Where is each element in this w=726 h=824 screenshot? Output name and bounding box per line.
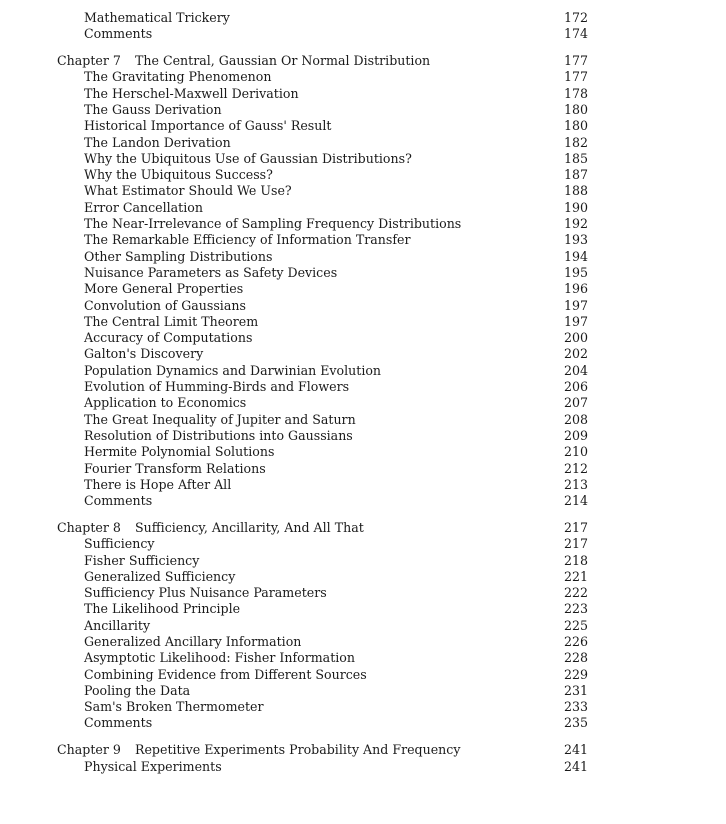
- toc-section-entry: [57, 346, 588, 362]
- toc-chapter-entry: [57, 742, 588, 758]
- toc-section-entry-title: The Great Inequality of Jupiter and Saturn: [84, 411, 356, 427]
- toc-section-entry: [57, 569, 588, 585]
- toc-section-entry: [57, 428, 588, 444]
- toc-section-entry-title: Sufficiency: [84, 536, 155, 552]
- page-number: 210: [563, 444, 588, 460]
- page-number: 202: [563, 346, 588, 362]
- page-number: 231: [563, 682, 588, 698]
- page-number: 180: [563, 101, 588, 117]
- page-number: 217: [563, 536, 588, 552]
- toc-section-entry-title: Population Dynamics and Darwinian Evolution: [84, 362, 382, 378]
- toc-section-entry-title: More General Properties: [84, 281, 244, 297]
- toc-section-entry-title: Comments: [84, 26, 153, 42]
- toc-section-entry: [57, 618, 588, 634]
- page-number: 185: [563, 150, 588, 166]
- page-number: 213: [563, 476, 588, 492]
- page-number: 192: [563, 216, 588, 232]
- page-number: 172: [563, 10, 588, 25]
- toc-section-entry: [57, 699, 588, 715]
- page-number: 188: [563, 183, 588, 199]
- page-number: 222: [563, 585, 588, 601]
- toc-section-entry: [57, 379, 588, 395]
- toc-section-entry-title: Evolution of Humming-Birds and Flowers: [84, 379, 350, 395]
- toc-section-entry-title: Why the Ubiquitous Use of Gaussian Distributions?: [84, 150, 412, 166]
- page-number: 182: [563, 134, 588, 150]
- toc-section-entry-title: Mathematical Trickery: [84, 10, 230, 25]
- page-number: 197: [563, 297, 588, 313]
- toc-chapter-entry: [57, 520, 588, 536]
- toc-section-entry: [57, 493, 588, 509]
- page-number: 178: [563, 85, 588, 101]
- toc-section-entry-title: What Estimator Should We Use?: [84, 183, 292, 199]
- toc-section-entry-title: Accuracy of Computations: [84, 330, 253, 346]
- toc-section-entry-title: Fourier Transform Relations: [84, 460, 266, 476]
- toc-section-entry: [57, 183, 588, 199]
- toc-section-entry-title: Galton's Discovery: [84, 346, 204, 362]
- toc-section-entry: [57, 461, 588, 477]
- toc-section-entry-title: Hermite Polynomial Solutions: [84, 444, 275, 460]
- toc-section-entry-title: The Landon Derivation: [84, 134, 231, 150]
- page-number: 223: [563, 601, 588, 617]
- chapter-title-text: Sufficiency, Ancillarity, And All That: [135, 519, 364, 535]
- toc-section-entry: [57, 444, 588, 460]
- toc-section-entry-title: Comments: [84, 493, 153, 509]
- toc-section-entry: [57, 363, 588, 379]
- toc-section-entry-title: The Near-Irrelevance of Sampling Frequency Distributions: [84, 216, 462, 232]
- toc-section-entry-title: Historical Importance of Gauss' Result: [84, 118, 332, 134]
- page-number: 180: [563, 118, 588, 134]
- toc-section-entry-title: Fisher Sufficiency: [84, 552, 200, 568]
- toc-section-entry-title: Comments: [84, 715, 153, 731]
- toc-section-entry-title: Generalized Ancillary Information: [84, 633, 302, 649]
- toc-section-entry-title: The Remarkable Efficiency of Information Transfer: [84, 232, 411, 248]
- toc-section-entry: [57, 759, 588, 775]
- table-of-contents: [57, 10, 588, 775]
- toc-section-entry: [57, 135, 588, 151]
- toc-section-entry-title: Convolution of Gaussians: [84, 297, 246, 313]
- toc-section-entry: [57, 715, 588, 731]
- page-number: 207: [563, 395, 588, 411]
- toc-section-entry-title: Error Cancellation: [84, 199, 203, 215]
- toc-section-entry: [57, 585, 588, 601]
- page-number: 217: [563, 519, 588, 535]
- page-number: 196: [563, 281, 588, 297]
- toc-section-entry-title: Combining Evidence from Different Sources: [84, 666, 367, 682]
- toc-section-entry-title: The Herschel-Maxwell Derivation: [84, 85, 299, 101]
- toc-section-entry-title: Other Sampling Distributions: [84, 248, 273, 264]
- page-number: 209: [563, 427, 588, 443]
- toc-section-entry: [57, 536, 588, 552]
- page-number: 228: [563, 650, 588, 666]
- toc-section-entry: [57, 10, 588, 26]
- page-number: 241: [563, 742, 588, 758]
- page-number: 221: [563, 568, 588, 584]
- toc-section-entry: [57, 395, 588, 411]
- toc-section-entry: [57, 26, 588, 42]
- toc-section-entry: [57, 249, 588, 265]
- page-number: 241: [563, 758, 588, 774]
- toc-section-entry: [57, 477, 588, 493]
- chapter-label: Chapter 8: [57, 519, 121, 535]
- toc-section-entry-title: Sam's Broken Thermometer: [84, 699, 264, 715]
- chapter-label: Chapter 9: [57, 742, 121, 758]
- toc-chapter-entry-title: [57, 742, 460, 758]
- page-number: 177: [563, 53, 588, 69]
- chapter-label: Chapter 7: [57, 53, 121, 69]
- toc-section-entry: [57, 265, 588, 281]
- chapter-title-text: Repetitive Experiments Probability And Frequency: [135, 742, 461, 758]
- page-number: 194: [563, 248, 588, 264]
- toc-section-entry: [57, 330, 588, 346]
- toc-section-entry: [57, 102, 588, 118]
- toc-section-entry: [57, 216, 588, 232]
- page-number: 197: [563, 313, 588, 329]
- toc-section-entry: [57, 118, 588, 134]
- toc-section-entry: [57, 412, 588, 428]
- toc-section-entry-title: Sufficiency Plus Nuisance Parameters: [84, 585, 327, 601]
- toc-section-entry: [57, 553, 588, 569]
- toc-section-entry: [57, 667, 588, 683]
- toc-section-entry: [57, 167, 588, 183]
- page-number: 226: [563, 633, 588, 649]
- toc-section-entry-title: The Central Limit Theorem: [84, 313, 259, 329]
- toc-section-entry: [57, 232, 588, 248]
- toc-section-entry-title: Ancillarity: [84, 617, 151, 633]
- toc-section-entry: [57, 601, 588, 617]
- toc-section-entry: [57, 314, 588, 330]
- toc-section-entry-title: Resolution of Distributions into Gaussians: [84, 427, 353, 443]
- toc-section-entry: [57, 69, 588, 85]
- toc-section-entry-title: Asymptotic Likelihood: Fisher Information: [84, 650, 355, 666]
- toc-section-entry: [57, 683, 588, 699]
- toc-section-entry-title: Why the Ubiquitous Success?: [84, 167, 273, 183]
- toc-section-entry-title: The Likelihood Principle: [84, 601, 241, 617]
- page-number: 218: [563, 552, 588, 568]
- toc-section-entry: [57, 86, 588, 102]
- page-number: 193: [563, 232, 588, 248]
- chapter-title-text: The Central, Gaussian Or Normal Distribution: [135, 53, 431, 69]
- toc-section-entry-title: The Gauss Derivation: [84, 101, 222, 117]
- toc-section-entry: [57, 281, 588, 297]
- toc-section-entry: [57, 298, 588, 314]
- page-number: 233: [563, 699, 588, 715]
- toc-section-entry-title: The Gravitating Phenomenon: [84, 69, 272, 85]
- page-number: 225: [563, 617, 588, 633]
- page-number: 200: [563, 330, 588, 346]
- page-number: 229: [563, 666, 588, 682]
- toc-chapter-entry-title: [57, 53, 430, 69]
- page-number: 208: [563, 411, 588, 427]
- toc-section-entry: [57, 200, 588, 216]
- toc-section-entry-title: Nuisance Parameters as Safety Devices: [84, 264, 338, 280]
- toc-section-entry-title: Generalized Sufficiency: [84, 568, 236, 584]
- page-number: 174: [563, 26, 588, 42]
- toc-section-entry-title: There is Hope After All: [84, 476, 232, 492]
- toc-chapter-entry: [57, 53, 588, 69]
- toc-section-entry: [57, 634, 588, 650]
- page-number: 187: [563, 167, 588, 183]
- toc-chapter-entry-title: [57, 520, 364, 536]
- toc-section-entry-title: Physical Experiments: [84, 758, 222, 774]
- page-number: 204: [563, 362, 588, 378]
- toc-section-entry: [57, 151, 588, 167]
- page-number: 212: [563, 460, 588, 476]
- page-number: 190: [563, 199, 588, 215]
- page-number: 206: [563, 379, 588, 395]
- page-number: 177: [563, 69, 588, 85]
- page-number: 195: [563, 264, 588, 280]
- toc-section-entry-title: Pooling the Data: [84, 682, 191, 698]
- page-number: 235: [563, 715, 588, 731]
- toc-section-entry: [57, 650, 588, 666]
- toc-section-entry-title: Application to Economics: [84, 395, 247, 411]
- page-number: 214: [563, 493, 588, 509]
